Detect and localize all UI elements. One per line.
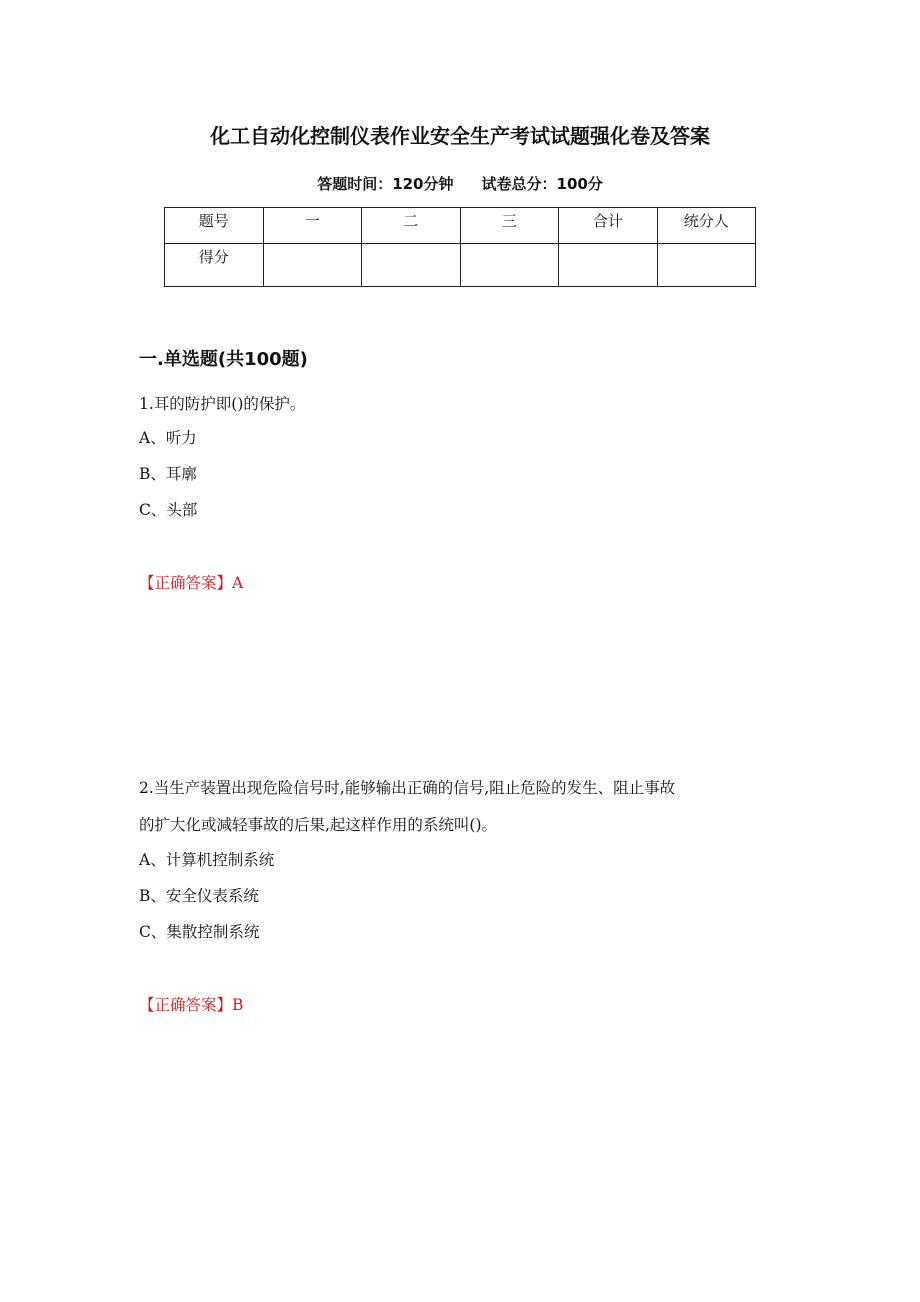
question-2-stem-line-1: 2.当生产装置出现危险信号时,能够输出正确的信号,阻止危险的发生、阻止事故 [139,779,676,797]
answer-value: A [232,574,244,592]
header-cell-question-number: 题号 [165,208,264,244]
exam-time: 答题时间：120分钟 [317,175,454,193]
section-heading: 一.单选题(共100题) [139,349,308,370]
question-1-answer [139,571,243,595]
question-2-stem-line-2: 的扩大化或减轻事故的后果,起这样作用的系统叫()。 [139,816,498,834]
score-table [164,207,756,287]
score-cell-part-1 [263,244,362,287]
document-title: 化工自动化控制仪表作业安全生产考试试题强化卷及答案 [210,124,710,148]
question-2-answer [139,993,243,1017]
question-2-option-c: C、集散控制系统 [139,923,260,941]
question-1-option-b: B、耳廓 [139,465,197,483]
total-score: 试卷总分：100分 [481,175,603,193]
answer-label: 【正确答案】 [139,574,233,592]
header-cell-total: 合计 [559,208,658,244]
header-cell-part-3: 三 [460,208,559,244]
question-1-option-c: C、头部 [139,501,198,519]
question-2-option-a: A、计算机控制系统 [139,851,275,869]
score-cell-part-3 [460,244,559,287]
row-label-score: 得分 [165,244,264,287]
score-cell-part-2 [362,244,461,287]
header-cell-part-2: 二 [362,208,461,244]
score-table-score-row [165,244,756,287]
score-table-header-row [165,208,756,244]
answer-value: B [232,996,244,1014]
score-cell-total [559,244,658,287]
exam-info [0,172,920,196]
question-1-stem: 1.耳的防护即()的保护。 [139,395,306,413]
question-1-option-a: A、听力 [139,429,197,447]
answer-label: 【正确答案】 [139,996,233,1014]
header-cell-scorer: 统分人 [657,208,756,244]
score-cell-scorer [657,244,756,287]
question-2-option-b: B、安全仪表系统 [139,887,259,905]
header-cell-part-1: 一 [263,208,362,244]
